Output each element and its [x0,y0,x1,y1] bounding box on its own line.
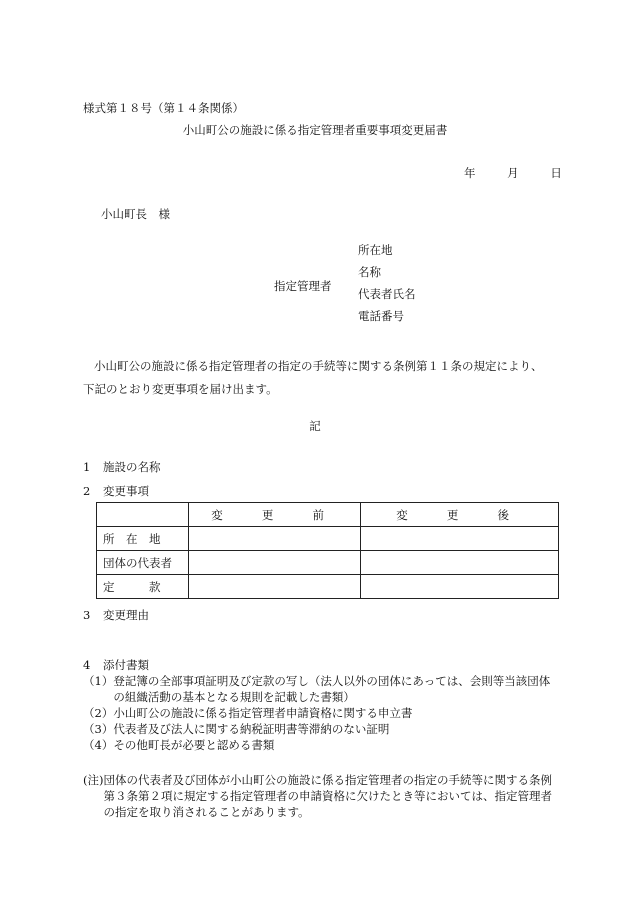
date-line [464,165,562,181]
cell-after [361,575,559,599]
section-2-number: 2 [83,484,91,498]
applicant-fields [358,242,416,330]
row-label-address [97,527,189,551]
section-3 [83,607,149,623]
row-label-articles [97,575,189,599]
form-number: 様式第１８号（第１４条関係） [83,101,244,115]
field-phone: 電話番号 [358,309,404,323]
attachment-mark: （3） [83,722,114,736]
section-1-label: 施設の名称 [103,460,161,474]
section-2-label: 変更事項 [103,484,149,498]
row-label-representative [97,551,189,575]
table-header-row [97,503,559,527]
cell-before [189,575,361,599]
attachments-list [83,673,553,753]
table-header-before: 変 更 前 [189,503,361,527]
section-3-number: 3 [83,608,91,622]
list-item [83,737,553,753]
ki-heading: 記 [309,419,321,433]
section-1-number: 1 [83,460,91,474]
note-item [83,772,553,820]
row-label-text: 団体の代表者 [103,555,172,570]
body-line-2: 下記のとおり変更事項を届け出ます。 [83,382,278,396]
list-item [83,705,553,721]
cell-after [361,527,559,551]
field-address: 所在地 [358,243,393,257]
date-year: 年 [464,166,476,180]
attachment-text: その他町長が必要と認める書類 [113,738,275,752]
change-table [96,502,559,599]
date-day: 日 [550,166,562,180]
table-row [97,575,559,599]
date-month: 月 [507,166,519,180]
section-2 [83,483,149,499]
designated-manager-label: 指定管理者 [274,279,332,293]
body-paragraph [83,355,553,401]
section-4-label: 添付書類 [103,658,149,672]
row-label-text: 定 款 [103,579,161,594]
table-header-after: 変 更 後 [361,503,559,527]
section-4-number: 4 [83,658,91,672]
note-block [83,772,553,820]
field-representative: 代表者氏名 [358,287,416,301]
table-row [97,551,559,575]
cell-after [361,551,559,575]
section-3-label: 変更理由 [103,608,149,622]
section-4 [83,657,149,673]
table-row [97,527,559,551]
cell-before [189,551,361,575]
attachment-mark: （2） [83,706,114,720]
attachment-mark: （4） [83,738,114,752]
cell-before [189,527,361,551]
field-name: 名称 [358,265,381,279]
table-header-empty [97,503,189,527]
document-title: 小山町公の施設に係る指定管理者重要事項変更届書 [182,123,448,137]
body-line-1: 小山町公の施設に係る指定管理者の指定の手続等に関する条例第１１条の規定により、 [94,359,543,373]
list-item [83,721,553,737]
attachment-text: 小山町公の施設に係る指定管理者申請資格に関する申立書 [113,706,413,720]
addressee: 小山町長 様 [101,207,170,221]
attachment-text: 代表者及び法人に関する納税証明書等滞納のない証明 [113,722,390,736]
attachment-mark: （1） [83,674,114,688]
section-1 [83,459,161,475]
list-item [83,673,553,705]
note-text: 団体の代表者及び団体が小山町公の施設に係る指定管理者の指定の手続等に関する条例第３条第２項に規定する指定管理者の申請資格に欠けたとき等においては、指定管理者の指定を取り消されることがあります。 [103,773,552,819]
row-label-text: 所 在 地 [103,531,161,546]
note-mark: (注) [83,773,104,787]
attachment-text: 登記簿の全部事項証明及び定款の写し（法人以外の団体にあっては、会則等当該団体の組織活動の基本となる規則を記載した書類） [113,674,551,704]
